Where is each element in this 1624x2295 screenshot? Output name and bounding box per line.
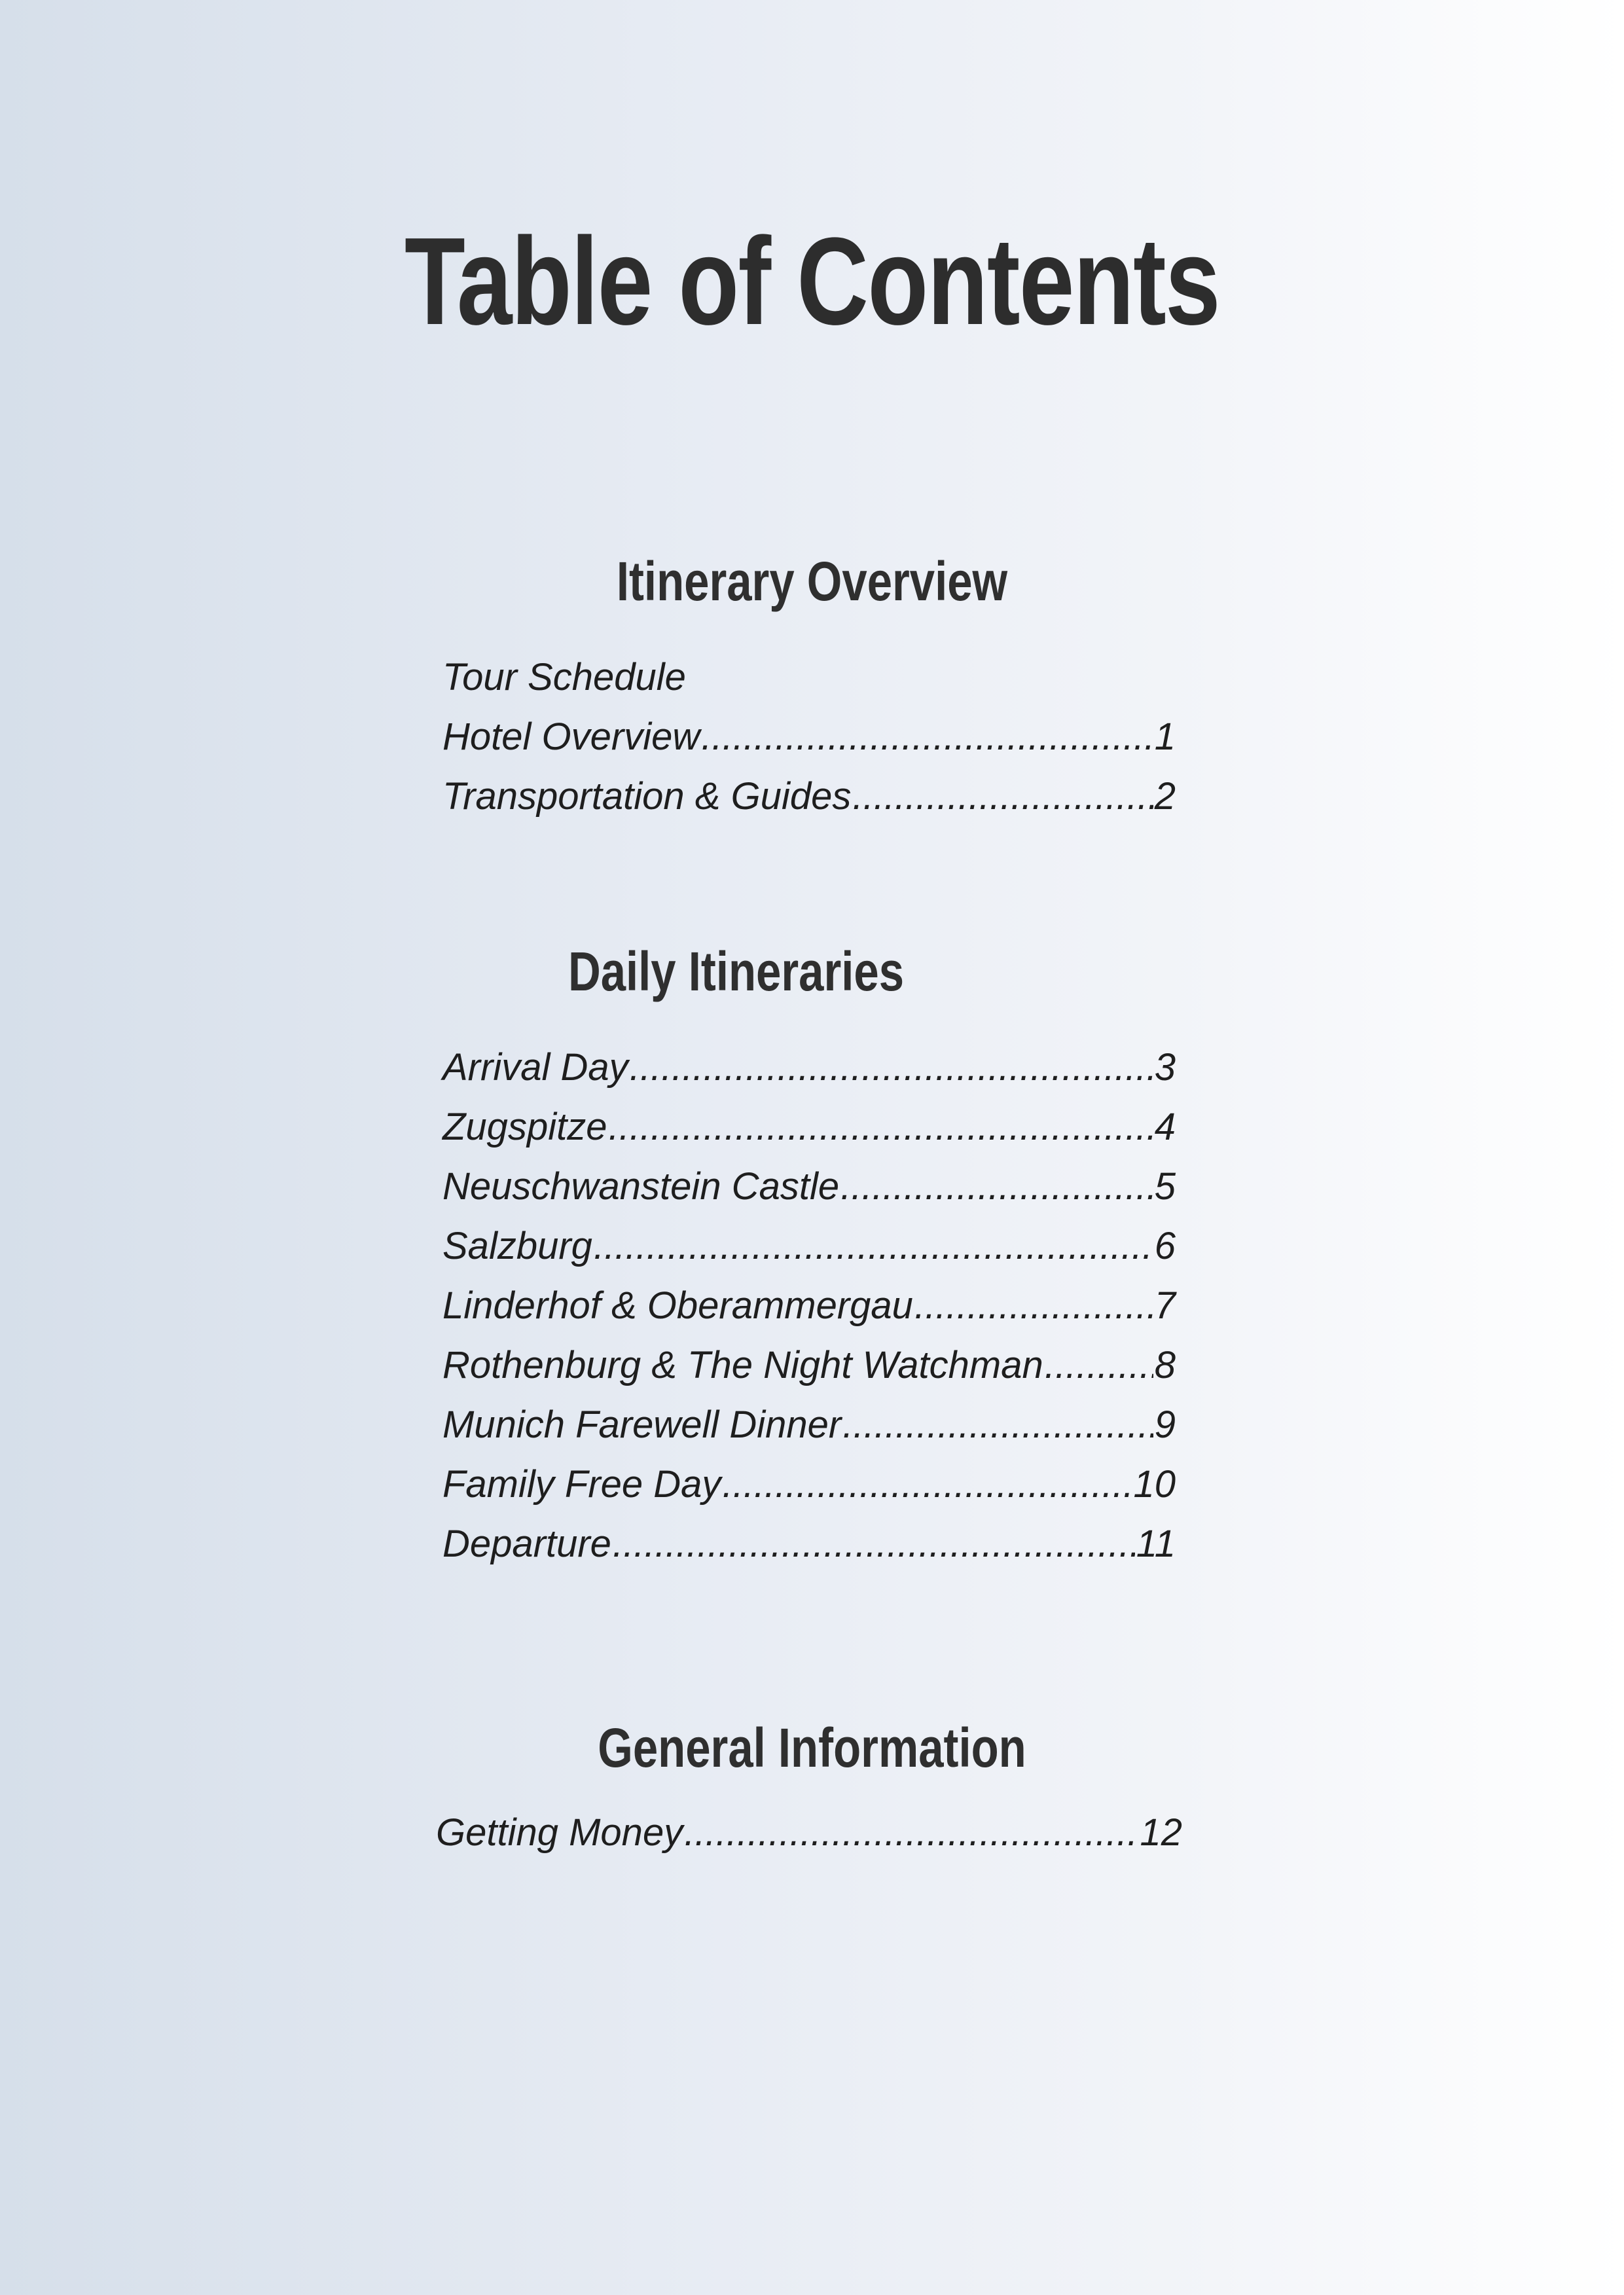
- dot-leader: [594, 1216, 1153, 1276]
- dot-leader: [684, 1803, 1138, 1862]
- toc-entry-family-free-day[interactable]: [442, 1455, 1176, 1514]
- toc-entry-departure[interactable]: [442, 1514, 1176, 1574]
- toc-entry-label: Departure: [442, 1523, 611, 1565]
- toc-entry-zugspitze[interactable]: [442, 1097, 1176, 1157]
- toc-page-number: 12: [1140, 1811, 1182, 1854]
- section-heading-daily-itineraries: Daily Itineraries: [568, 941, 905, 1002]
- toc-page-number: 2: [1154, 775, 1176, 818]
- toc-entry-transportation-guides[interactable]: [442, 767, 1176, 826]
- toc-entry-label: Salzburg: [442, 1225, 592, 1267]
- toc-list-general-information: [436, 1803, 1182, 1862]
- toc-page-number: 10: [1133, 1463, 1176, 1506]
- dot-leader: [613, 1514, 1135, 1574]
- dot-leader: [842, 1395, 1153, 1455]
- dot-leader: [914, 1276, 1153, 1335]
- section-heading-general-information: General Information: [598, 1717, 1026, 1779]
- toc-entry-rothenburg-night-watchman[interactable]: [442, 1335, 1176, 1395]
- dot-leader: [701, 707, 1153, 767]
- toc-entry-label: Transportation & Guides: [442, 775, 852, 818]
- toc-entry-label: Arrival Day: [442, 1046, 628, 1089]
- toc-entry-label: Hotel Overview: [442, 715, 700, 758]
- toc-entry-label: Zugspitze: [442, 1106, 607, 1148]
- toc-page-number: 5: [1154, 1165, 1176, 1208]
- dot-leader: [630, 1038, 1153, 1097]
- toc-entry-label: Neuschwanstein Castle: [442, 1165, 840, 1208]
- toc-page-number: 8: [1154, 1344, 1176, 1386]
- toc-entry-munich-farewell-dinner[interactable]: [442, 1395, 1176, 1455]
- toc-list-itinerary-overview: [442, 647, 1176, 826]
- toc-entry-salzburg[interactable]: [442, 1216, 1176, 1276]
- dot-leader: [1045, 1335, 1153, 1395]
- dot-leader: [840, 1157, 1153, 1216]
- toc-page-number: 4: [1154, 1106, 1176, 1148]
- toc-entry-label: Tour Schedule: [442, 656, 686, 698]
- toc-page-number: 1: [1154, 715, 1176, 758]
- toc-entry-label: Linderhof & Oberammergau: [442, 1284, 913, 1327]
- page-title: Table of Contents: [404, 212, 1220, 351]
- toc-page-number: 6: [1154, 1225, 1176, 1267]
- toc-page-number: 3: [1154, 1046, 1176, 1089]
- dot-leader: [608, 1097, 1153, 1157]
- dot-leader: [852, 767, 1153, 826]
- toc-entry-arrival-day[interactable]: [442, 1038, 1176, 1097]
- toc-page-number: 7: [1154, 1284, 1176, 1327]
- section-heading-itinerary-overview: Itinerary Overview: [616, 551, 1008, 612]
- toc-entry-getting-money[interactable]: [436, 1803, 1182, 1862]
- toc-entry-hotel-overview[interactable]: [442, 707, 1176, 767]
- toc-entry-label: Munich Farewell Dinner: [442, 1403, 842, 1446]
- toc-entry-tour-schedule[interactable]: [442, 647, 1176, 707]
- toc-entry-linderhof-oberammergau[interactable]: [442, 1276, 1176, 1335]
- dot-leader: [722, 1455, 1132, 1514]
- toc-entry-label: Getting Money: [436, 1811, 683, 1854]
- toc-list-daily-itineraries: [442, 1038, 1176, 1574]
- toc-entry-label: Family Free Day: [442, 1463, 721, 1506]
- toc-page-number: 9: [1154, 1403, 1176, 1446]
- toc-entry-label: Rothenburg & The Night Watchman: [442, 1344, 1043, 1386]
- toc-entry-neuschwanstein-castle[interactable]: [442, 1157, 1176, 1216]
- toc-page-number: 11: [1136, 1523, 1176, 1565]
